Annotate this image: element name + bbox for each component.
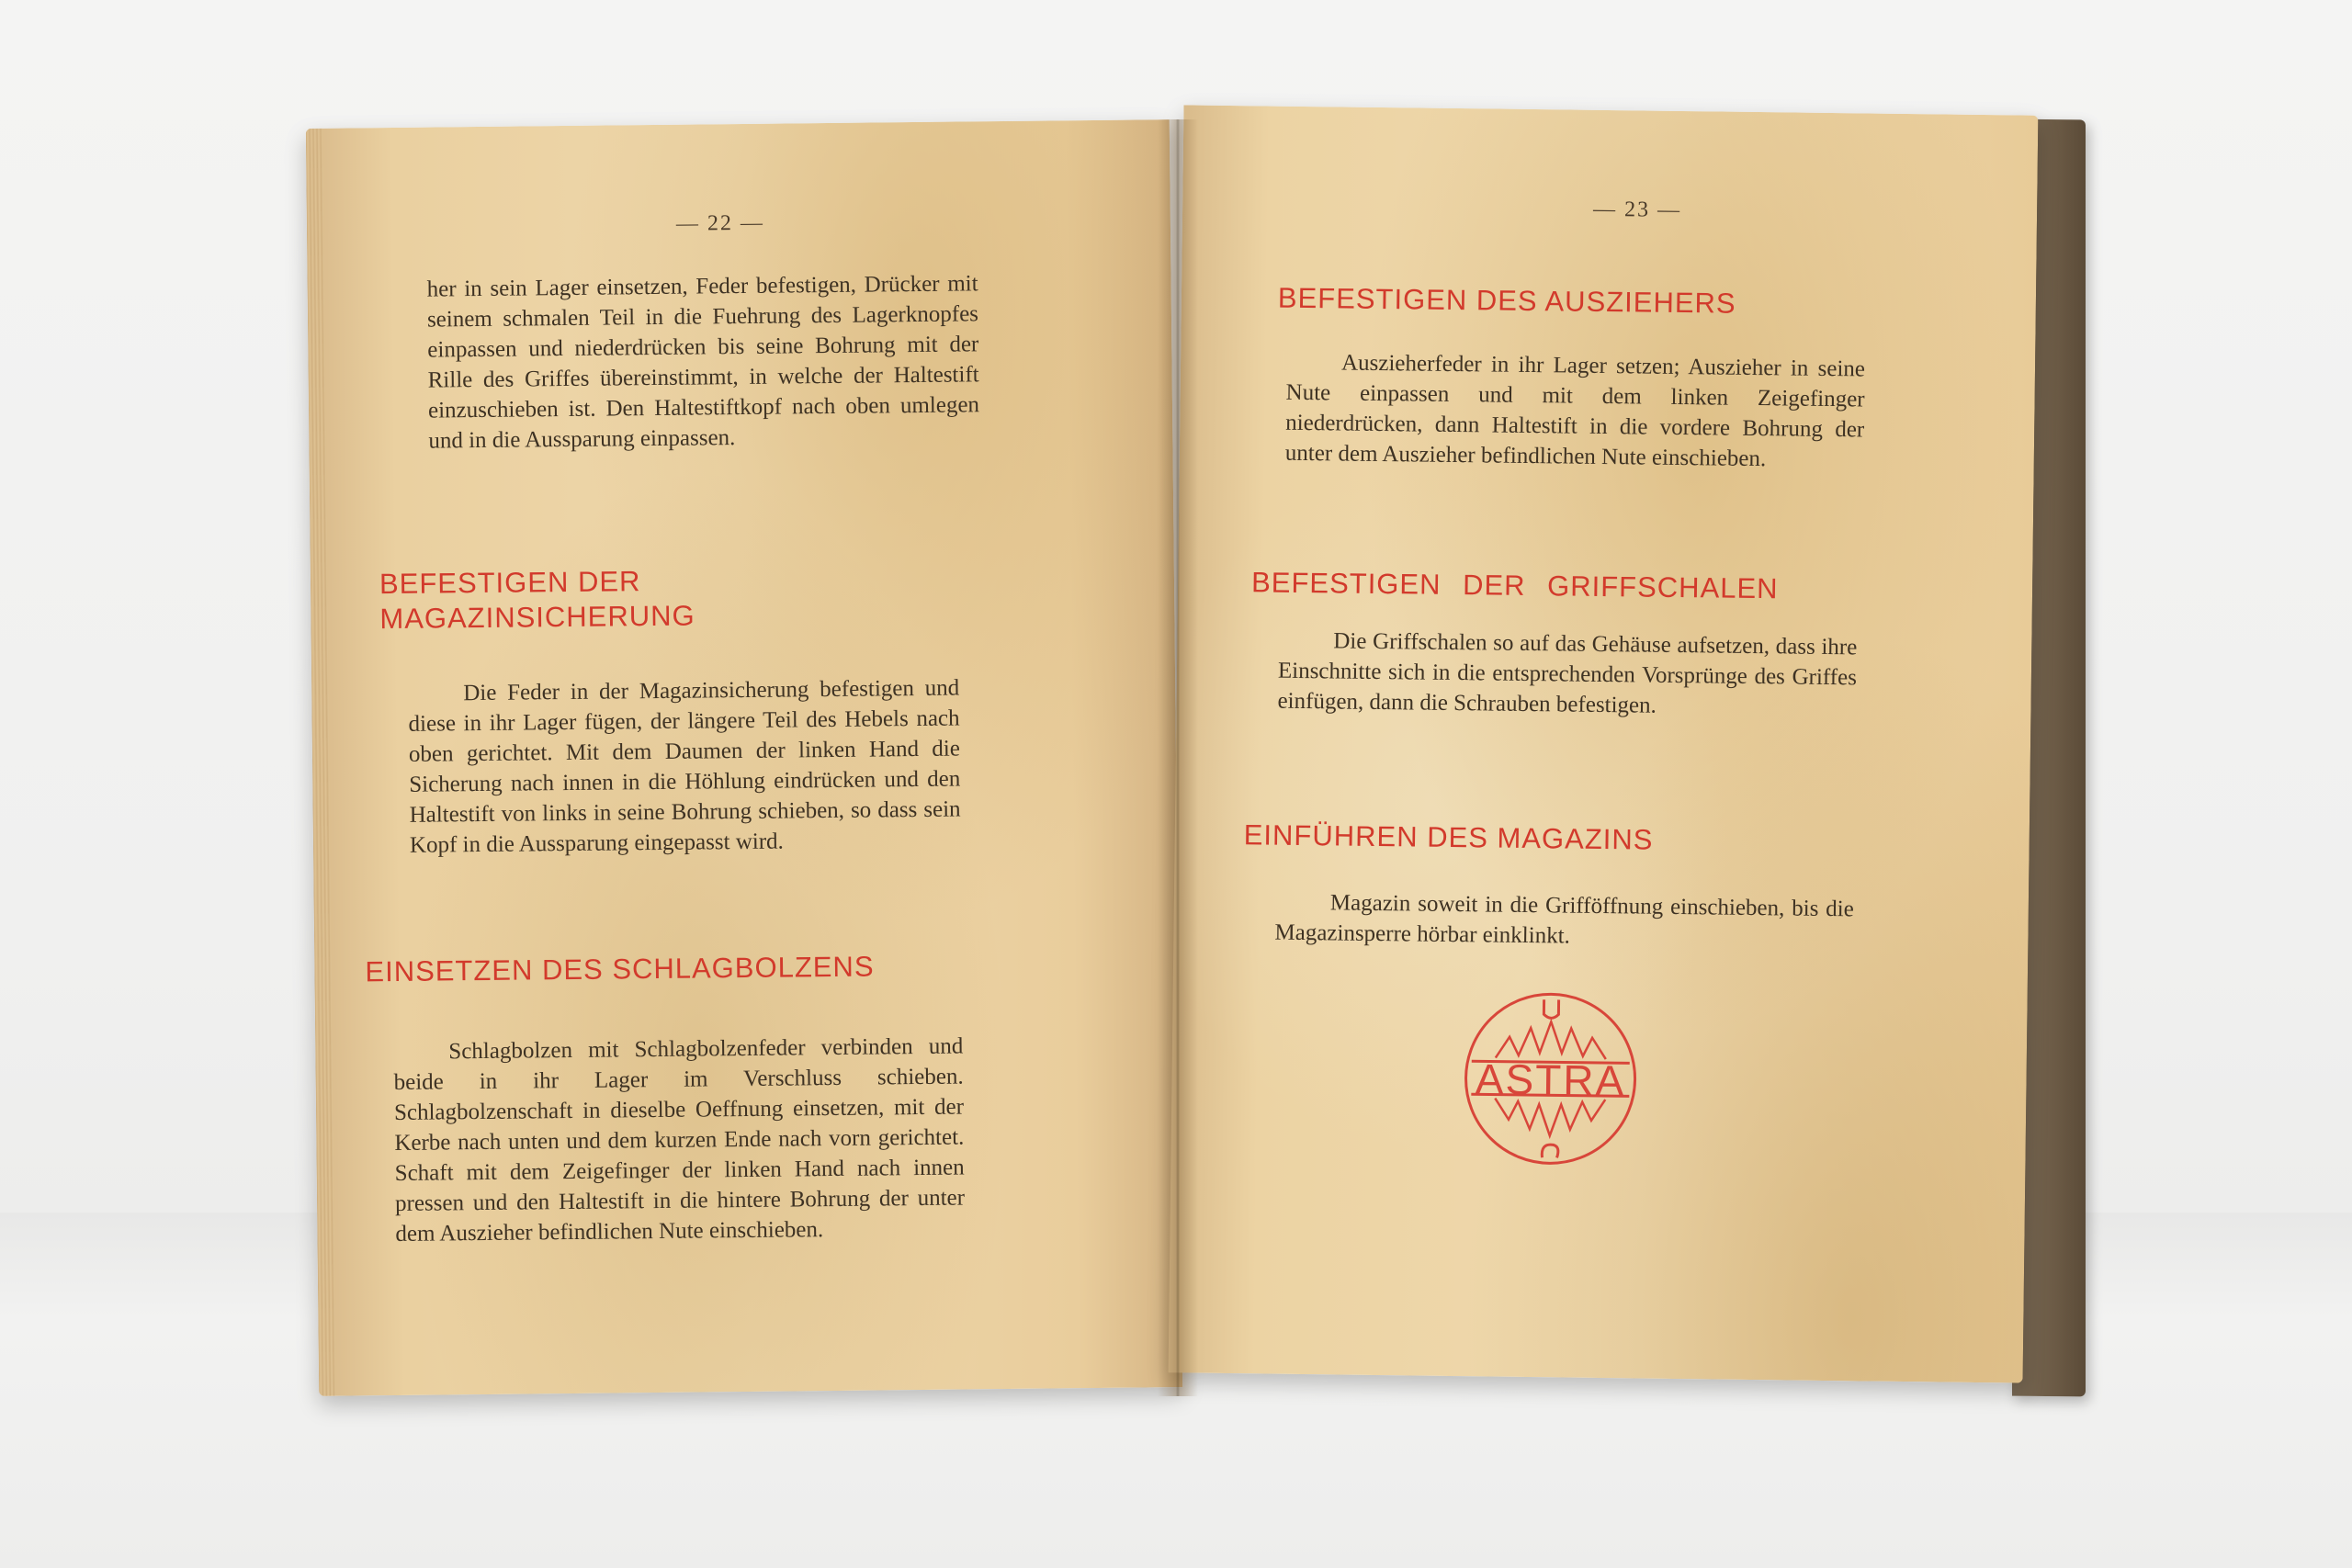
magazinsicherung-paragraph [408,673,961,861]
right-page [1169,105,2039,1382]
heading-magazinsicherung [379,564,695,637]
heading-magazinsicherung-line2: MAGAZINSICHERUNG [379,599,695,636]
schlagbolzen-text: Schlagbolzen mit Schlagbolzenfeder verbinden und beide in ihr Lager im Verschluss schieben. Schlagbolzenschaft in dieselbe Oeffnung einsetzen, mit der Kerbe nach unten und dem kurzen Ende nach vorn gerichtet. Schaft mit dem Zeigefinger der linken Hand nach innen pressen und den Haltestift in die hintere Bohrung der unter dem Auszieher befindlichen Nute einschieben. [393,1033,966,1247]
astra-logo-text: ASTRA [1475,1055,1626,1105]
heading-magazinsicherung-line1: BEFESTIGEN DER [379,565,641,601]
heading-griffschalen: BEFESTIGEN DER GRIFFSCHALEN [1250,566,1779,605]
magazin-paragraph [1274,887,1854,955]
open-booklet [276,101,2095,1405]
griffschalen-paragraph [1277,626,1857,724]
auszieher-paragraph [1285,347,1866,476]
left-page [306,119,1182,1396]
intro-paragraph-text: her in sein Lager einsetzen, Feder befestigen, Drücker mit seinem schmalen Teil in die Fuehrung des Lagerknopfes einpassen und niederdrücken bis seine Bohrung mit der Rille des Griffes übereinstimmt, in welche der Haltestift einzuschieben ist. Den Haltestiftkopf nach oben umlegen und in die Aussparung einpassen. [426,271,980,454]
magazinsicherung-text: Die Feder in der Magazinsicherung befestigen und diese in ihr Lager fügen, der längere Teil des Hebels nach oben gerichtet. Mit dem Daumen der linken Hand die Sicherung nach innen in die Höhlung eindrücken und den Haltestift von links in seine Bohrung schieben, so dass sein Kopf in die Aussparung eingepasst wird. [408,675,961,858]
auszieher-text: Auszieherfeder in ihr Lager setzen; Auszieher in seine Nute einpassen und mit dem linken Zeigefinger niederdrücken, dann Haltestift in die vordere Bohrung der unter dem Auszieher befindlichen Nute einschieben. [1284,350,1866,472]
page-number-right: — 23 — [1592,197,1682,222]
griffschalen-text: Die Griffschalen so auf das Gehäuse aufsetzen, dass ihre Einschnitte sich in die entsprechenden Vorsprünge des Griffes einfügen, dann die Schrauben befestigen. [1277,628,1858,718]
heading-magazin: EINFÜHREN DES MAGAZINS [1243,818,1654,856]
intro-paragraph [426,268,979,456]
magazin-text: Magazin soweit in die Grifföffnung einschieben, bis die Magazinsperre hörbar einklinkt. [1274,890,1854,949]
page-number-left: — 22 — [675,210,765,236]
heading-auszieher: BEFESTIGEN DES AUSZIEHERS [1277,281,1736,320]
schlagbolzen-paragraph [393,1032,965,1249]
heading-schlagbolzen: EINSETZEN DES SCHLAGBOLZENS [365,950,875,988]
book-gutter [1158,119,1198,1396]
astra-logo-stamp [1457,986,1643,1171]
